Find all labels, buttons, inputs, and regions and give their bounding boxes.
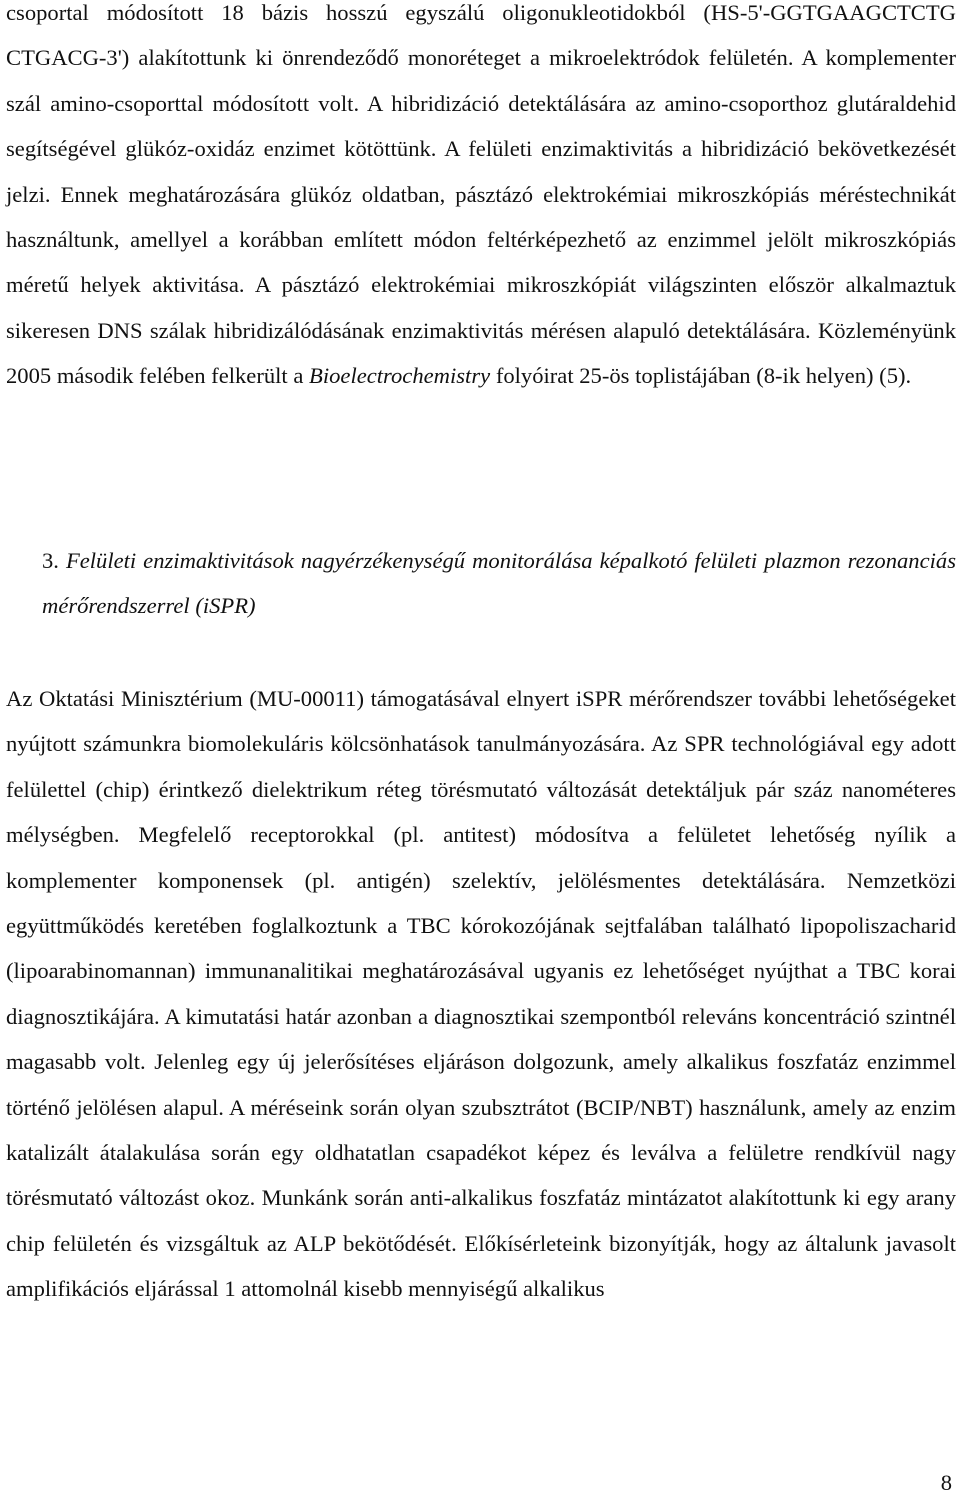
intro-paragraph <box>6 0 956 399</box>
section-number: 3. <box>42 548 59 573</box>
body-paragraph: Az Oktatási Minisztérium (MU-00011) támogatásával elnyert iSPR mérőrendszer további lehetőségeket nyújtott számunkra biomolekuláris kölcsönhatások tanulmányozására. Az SPR technológiával egy adott felülettel (chip) érintkező dielektrikum réteg törésmutató változását detektáljuk pár száz nanométeres mélységben. Megfelelő receptorokkal (pl. antitest) módosítva a felületet lehetőség nyílik a komplementer komponensek (pl. antigén) szelektív, jelölésmentes detektálására. Nemzetközi együttműködés keretében foglalkoztunk a TBC kórokozójának sejtfalában található lipopoliszacharid (lipoarabinomannan) immunanalitikai meghatározásával ugyanis ez lehetőséget nyújthat a TBC korai diagnosztikájára. A kimutatási határ azonban a diagnosztikai szempontból releváns koncentráció szintnél magasabb volt. Jelenleg egy új jelerősítéses eljáráson dolgozunk, amely alkalikus foszfatáz enzimmel történő jelölésen alapul. A méréseink során olyan szubsztrátot (BCIP/NBT) használunk, amely az enzim katalizált átalakulása során egy oldhatatlan csapadékot képez és leválva a felületre rendkívül nagy törésmutató változást okoz. Munkánk során anti-alkalikus foszfatáz mintázatot alakítottunk ki egy arany chip felületén és vizsgáltuk az ALP bekötődését. Előkísérleteink bizonyítják, hogy az általunk javasolt amplifikációs eljárással 1 attomolnál kisebb mennyiségű alkalikus <box>6 686 956 1302</box>
journal-name: Bioelectrochemistry <box>309 363 491 389</box>
intro-text-end: folyóirat 25-ös toplistájában (8-ik helyen) (5). <box>495 363 912 389</box>
intro-text: csoportal módosított 18 bázis hosszú egyszálú oligonukleotidokból (HS-5'-GGTGAAGCTCTG CTGACG-3') alakítottunk ki önrendeződő monoréteget a mikroelektródok felületén. A komplementer szál amino-csoporttal módosított volt. A hibridizáció detektálására az amino-csoporthoz glutáraldehid segítségével glükóz-oxidáz enzimet kötöttünk. A felületi enzimaktivitás a hibridizáció bekövetkezését jelzi. Ennek meghatározására glükóz oldatban, pásztázó elektrokémiai mikroszkópiás méréstechnikát használtunk, amellyel a korábban említett módon feltérképezhető az enzimmel jelölt mikroszkópiás méretű helyek aktivitása. A pásztázó elektrokémiai mikroszkópiát világszinten először alkalmaztuk sikeresen DNS szálak hibridizálódásának enzimaktivitás mérésen alapuló detektálására. Közleményünk 2005 második felében felkerült a <box>6 0 956 389</box>
section-title: Felületi enzimaktivitások nagyérzékenységű monitorálása képalkotó felületi plazmon rezonanciás mérőrendszerrel (iSPR) <box>42 548 956 619</box>
page-number: 8 <box>940 1470 952 1495</box>
section-heading <box>42 538 956 629</box>
